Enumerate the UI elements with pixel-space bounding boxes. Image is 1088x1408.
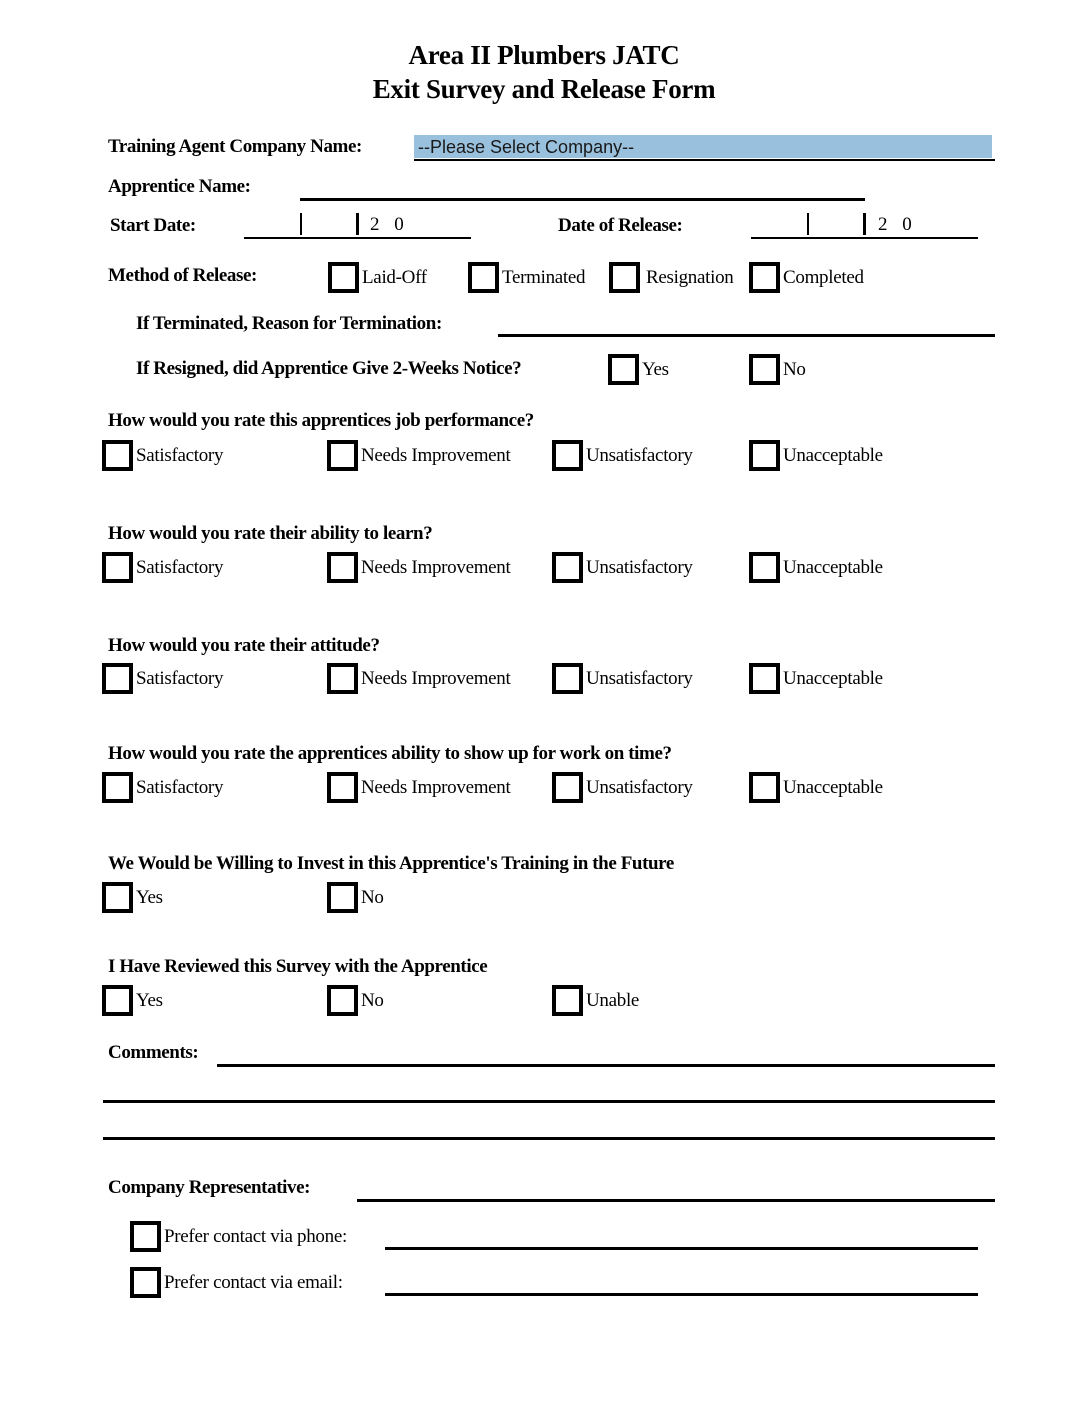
reviewed-unable-option[interactable] <box>552 985 639 1016</box>
method-laid-off-option[interactable] <box>328 262 427 293</box>
option-label: Unable <box>586 989 640 1011</box>
method-terminated-option[interactable] <box>468 262 585 293</box>
option-label: Unsatisfactory <box>586 776 693 798</box>
checkbox[interactable] <box>327 882 358 913</box>
form-title: Area II Plumbers JATC <box>408 40 680 70</box>
release-date-divider <box>863 213 866 235</box>
method-completed-option[interactable] <box>749 262 864 293</box>
release-date-underline <box>751 237 978 239</box>
option-label: Prefer contact via email: <box>164 1271 343 1293</box>
reviewed-question: I Have Reviewed this Survey with the Apprentice <box>108 956 488 977</box>
checkbox[interactable] <box>327 663 358 694</box>
termination-reason-field[interactable] <box>498 334 995 337</box>
attitude-unsatisfactory-option[interactable] <box>552 663 693 694</box>
attitude-needs-improvement-option[interactable] <box>327 663 511 694</box>
checkbox[interactable] <box>749 663 780 694</box>
checkbox[interactable] <box>552 440 583 471</box>
representative-field[interactable] <box>357 1199 995 1202</box>
option-label: No <box>361 989 384 1011</box>
release-date-divider <box>807 213 809 235</box>
start-date-month-field[interactable] <box>244 213 301 239</box>
checkbox[interactable] <box>327 440 358 471</box>
checkbox[interactable] <box>552 663 583 694</box>
punctuality-needs-improvement-option[interactable] <box>327 772 511 803</box>
checkbox[interactable] <box>328 262 359 293</box>
performance-unacceptable-option[interactable] <box>749 440 883 471</box>
comments-label: Comments: <box>108 1042 199 1063</box>
checkbox[interactable] <box>102 882 133 913</box>
checkbox[interactable] <box>609 262 640 293</box>
checkbox[interactable] <box>102 440 133 471</box>
release-date-day-field[interactable] <box>810 213 864 239</box>
start-date-label: Start Date: <box>110 215 196 236</box>
checkbox[interactable] <box>130 1267 161 1298</box>
learning-unsatisfactory-option[interactable] <box>552 552 693 583</box>
checkbox[interactable] <box>327 985 358 1016</box>
start-date-divider <box>300 213 302 235</box>
option-label: Satisfactory <box>136 667 224 689</box>
method-resignation-option[interactable] <box>609 262 733 293</box>
option-label: Unacceptable <box>783 776 883 798</box>
company-select-value: --Please Select Company-- <box>418 137 635 157</box>
checkbox[interactable] <box>749 262 780 293</box>
prefer-phone-option[interactable] <box>130 1221 347 1252</box>
checkbox[interactable] <box>102 552 133 583</box>
checkbox[interactable] <box>552 985 583 1016</box>
option-label: Completed <box>783 266 864 288</box>
form-subtitle: Exit Survey and Release Form <box>372 74 716 104</box>
option-label: Yes <box>136 989 163 1011</box>
company-underline <box>414 159 995 161</box>
checkbox[interactable] <box>468 262 499 293</box>
checkbox[interactable] <box>552 772 583 803</box>
rating-question-punctuality: How would you rate the apprentices ability to show up for work on time? <box>108 743 672 764</box>
performance-needs-improvement-option[interactable] <box>327 440 511 471</box>
learning-needs-improvement-option[interactable] <box>327 552 511 583</box>
notice-label: If Resigned, did Apprentice Give 2-Weeks Notice? <box>136 358 522 379</box>
checkbox[interactable] <box>327 772 358 803</box>
option-label: Needs Improvement <box>361 667 511 689</box>
option-label: Resignation <box>646 266 734 288</box>
email-field[interactable] <box>385 1293 978 1296</box>
start-date-year-prefix: 2 0 <box>370 214 409 235</box>
invest-yes-option[interactable] <box>102 882 163 913</box>
representative-label: Company Representative: <box>108 1177 311 1198</box>
prefer-email-option[interactable] <box>130 1267 343 1298</box>
option-label: Unacceptable <box>783 444 883 466</box>
learning-unacceptable-option[interactable] <box>749 552 883 583</box>
punctuality-unacceptable-option[interactable] <box>749 772 883 803</box>
reviewed-no-option[interactable] <box>327 985 384 1016</box>
option-label: Needs Improvement <box>361 444 511 466</box>
option-label: Yes <box>136 886 163 908</box>
attitude-satisfactory-option[interactable] <box>102 663 223 694</box>
invest-question: We Would be Willing to Invest in this Apprentice's Training in the Future <box>108 853 674 874</box>
option-label: No <box>361 886 384 908</box>
apprentice-name-label: Apprentice Name: <box>108 176 251 197</box>
option-label: Prefer contact via phone: <box>164 1225 347 1247</box>
option-label: No <box>783 358 806 380</box>
invest-no-option[interactable] <box>327 882 384 913</box>
attitude-unacceptable-option[interactable] <box>749 663 883 694</box>
phone-field[interactable] <box>385 1247 978 1250</box>
apprentice-name-field[interactable] <box>300 198 865 201</box>
notice-no-option[interactable] <box>749 354 806 385</box>
comments-field-line-2[interactable] <box>103 1100 995 1103</box>
method-label: Method of Release: <box>108 265 257 286</box>
checkbox[interactable] <box>749 440 780 471</box>
checkbox[interactable] <box>130 1221 161 1252</box>
option-label: Unacceptable <box>783 667 883 689</box>
option-label: Unsatisfactory <box>586 556 693 578</box>
checkbox[interactable] <box>749 354 780 385</box>
punctuality-unsatisfactory-option[interactable] <box>552 772 693 803</box>
company-label: Training Agent Company Name: <box>108 136 362 157</box>
start-date-divider <box>356 213 359 235</box>
performance-unsatisfactory-option[interactable] <box>552 440 693 471</box>
comments-field-line-1[interactable] <box>217 1064 995 1067</box>
option-label: Satisfactory <box>136 776 224 798</box>
option-label: Satisfactory <box>136 556 224 578</box>
notice-yes-option[interactable] <box>608 354 669 385</box>
rating-question-learning: How would you rate their ability to learn? <box>108 523 433 544</box>
checkbox[interactable] <box>749 552 780 583</box>
checkbox[interactable] <box>749 772 780 803</box>
learning-satisfactory-option[interactable] <box>102 552 223 583</box>
option-label: Laid-Off <box>362 266 427 288</box>
reviewed-yes-option[interactable] <box>102 985 163 1016</box>
checkbox[interactable] <box>327 552 358 583</box>
release-date-label: Date of Release: <box>558 215 683 236</box>
checkbox[interactable] <box>102 663 133 694</box>
company-select[interactable] <box>414 135 992 158</box>
release-date-year-prefix: 2 0 <box>878 214 917 235</box>
option-label: Unsatisfactory <box>586 667 693 689</box>
punctuality-satisfactory-option[interactable] <box>102 772 223 803</box>
option-label: Unsatisfactory <box>586 444 693 466</box>
option-label: Needs Improvement <box>361 556 511 578</box>
checkbox[interactable] <box>102 772 133 803</box>
checkbox[interactable] <box>552 552 583 583</box>
rating-question-attitude: How would you rate their attitude? <box>108 635 380 656</box>
checkbox[interactable] <box>608 354 639 385</box>
termination-reason-label: If Terminated, Reason for Termination: <box>136 313 442 334</box>
comments-field-line-3[interactable] <box>103 1137 995 1140</box>
option-label: Unacceptable <box>783 556 883 578</box>
option-label: Yes <box>642 358 669 380</box>
option-label: Needs Improvement <box>361 776 511 798</box>
start-date-underline <box>244 237 471 239</box>
start-date-day-field[interactable] <box>303 213 357 239</box>
performance-satisfactory-option[interactable] <box>102 440 223 471</box>
option-label: Satisfactory <box>136 444 224 466</box>
release-date-month-field[interactable] <box>751 213 808 239</box>
option-label: Terminated <box>502 266 586 288</box>
rating-question-performance: How would you rate this apprentices job performance? <box>108 410 534 431</box>
checkbox[interactable] <box>102 985 133 1016</box>
